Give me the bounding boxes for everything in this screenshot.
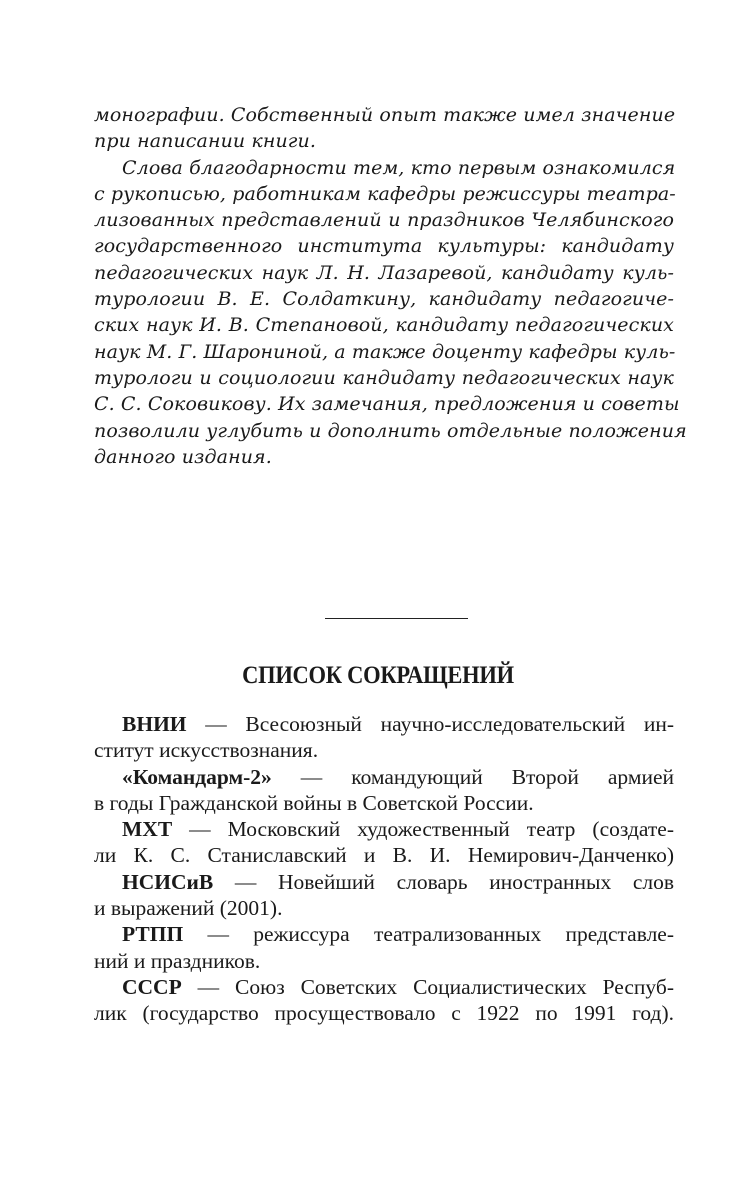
abbreviation-term: МХТ	[122, 817, 173, 842]
text-line: монографии. Собственный опыт также имел значение	[94, 104, 676, 126]
abbreviation-entry	[94, 974, 674, 1000]
abbreviation-definition-cont: лик (государство просуществовало с 1922 по 1991 год).	[94, 1001, 674, 1026]
text-line: государственного института культуры: кандидату	[94, 235, 674, 258]
text-line: данного издания.	[94, 445, 272, 468]
abbreviation-term: РТПП	[122, 922, 184, 947]
abbreviation-definition-cont: ли К. С. Станиславский и В. И. Немирович-Данченко)	[94, 843, 674, 868]
section-divider	[325, 618, 468, 619]
abbreviation-definition: — режиссура театрализованных представле-	[183, 922, 674, 947]
text-line: лизованных представлений и праздников Челябинского	[94, 209, 674, 232]
text-line: С. С. Соковикову. Их замечания, предложения и советы	[94, 393, 680, 416]
text-line: Слова благодарности тем, кто первым ознакомился	[122, 156, 676, 179]
abbreviation-entry	[94, 869, 674, 895]
section-title: СПИСОК СОКРАЩЕНИЙ	[242, 662, 514, 689]
abbreviation-term: «Командарм-2»	[122, 764, 272, 789]
text-line: турологии В. Е. Солдаткину, кандидату педагогиче-	[94, 288, 674, 311]
abbreviation-definition-cont: в годы Гражданской войны в Советской России.	[94, 790, 534, 815]
text-line: при написании книги.	[94, 130, 316, 153]
abbreviation-term: НСИСиВ	[122, 869, 214, 894]
abbreviation-definition-cont: ний и праздников.	[94, 948, 261, 973]
abbreviation-entry	[94, 764, 674, 790]
abbreviation-entry	[94, 711, 674, 737]
abbreviation-term: СССР	[122, 974, 182, 999]
abbreviation-list	[94, 711, 674, 1027]
abbreviation-entry	[94, 816, 674, 842]
acknowledgements-text	[94, 102, 687, 470]
abbreviation-definition-cont: ститут искусствознания.	[94, 738, 319, 763]
abbreviation-definition-cont: и выражений (2001).	[94, 896, 283, 921]
abbreviation-term: ВНИИ	[122, 712, 187, 736]
abbreviation-definition: — Всесоюзный научно-исследовательский ин-	[186, 712, 674, 736]
abbreviation-entry	[94, 921, 674, 947]
text-line: турологи и социологии кандидату педагогических наук	[94, 366, 674, 389]
abbreviation-definition: — Московский художественный театр (создате-	[172, 817, 674, 842]
abbreviation-definition: — Союз Советских Социалистических Респуб-	[181, 974, 674, 999]
text-line: педагогических наук Л. Н. Лазаревой, кандидату куль-	[94, 261, 674, 284]
text-line: с рукописью, работникам кафедры режиссуры театра-	[94, 182, 676, 205]
text-line: позволили углубить и дополнить отдельные положения	[94, 419, 687, 442]
abbreviation-definition: — Новейший словарь иностранных слов	[213, 869, 674, 894]
abbreviation-definition: — командующий Второй армией	[271, 764, 674, 789]
text-line: ских наук И. В. Степановой, кандидату педагогических	[94, 314, 674, 337]
text-line: наук М. Г. Шарониной, а также доценту кафедры куль-	[94, 340, 676, 363]
